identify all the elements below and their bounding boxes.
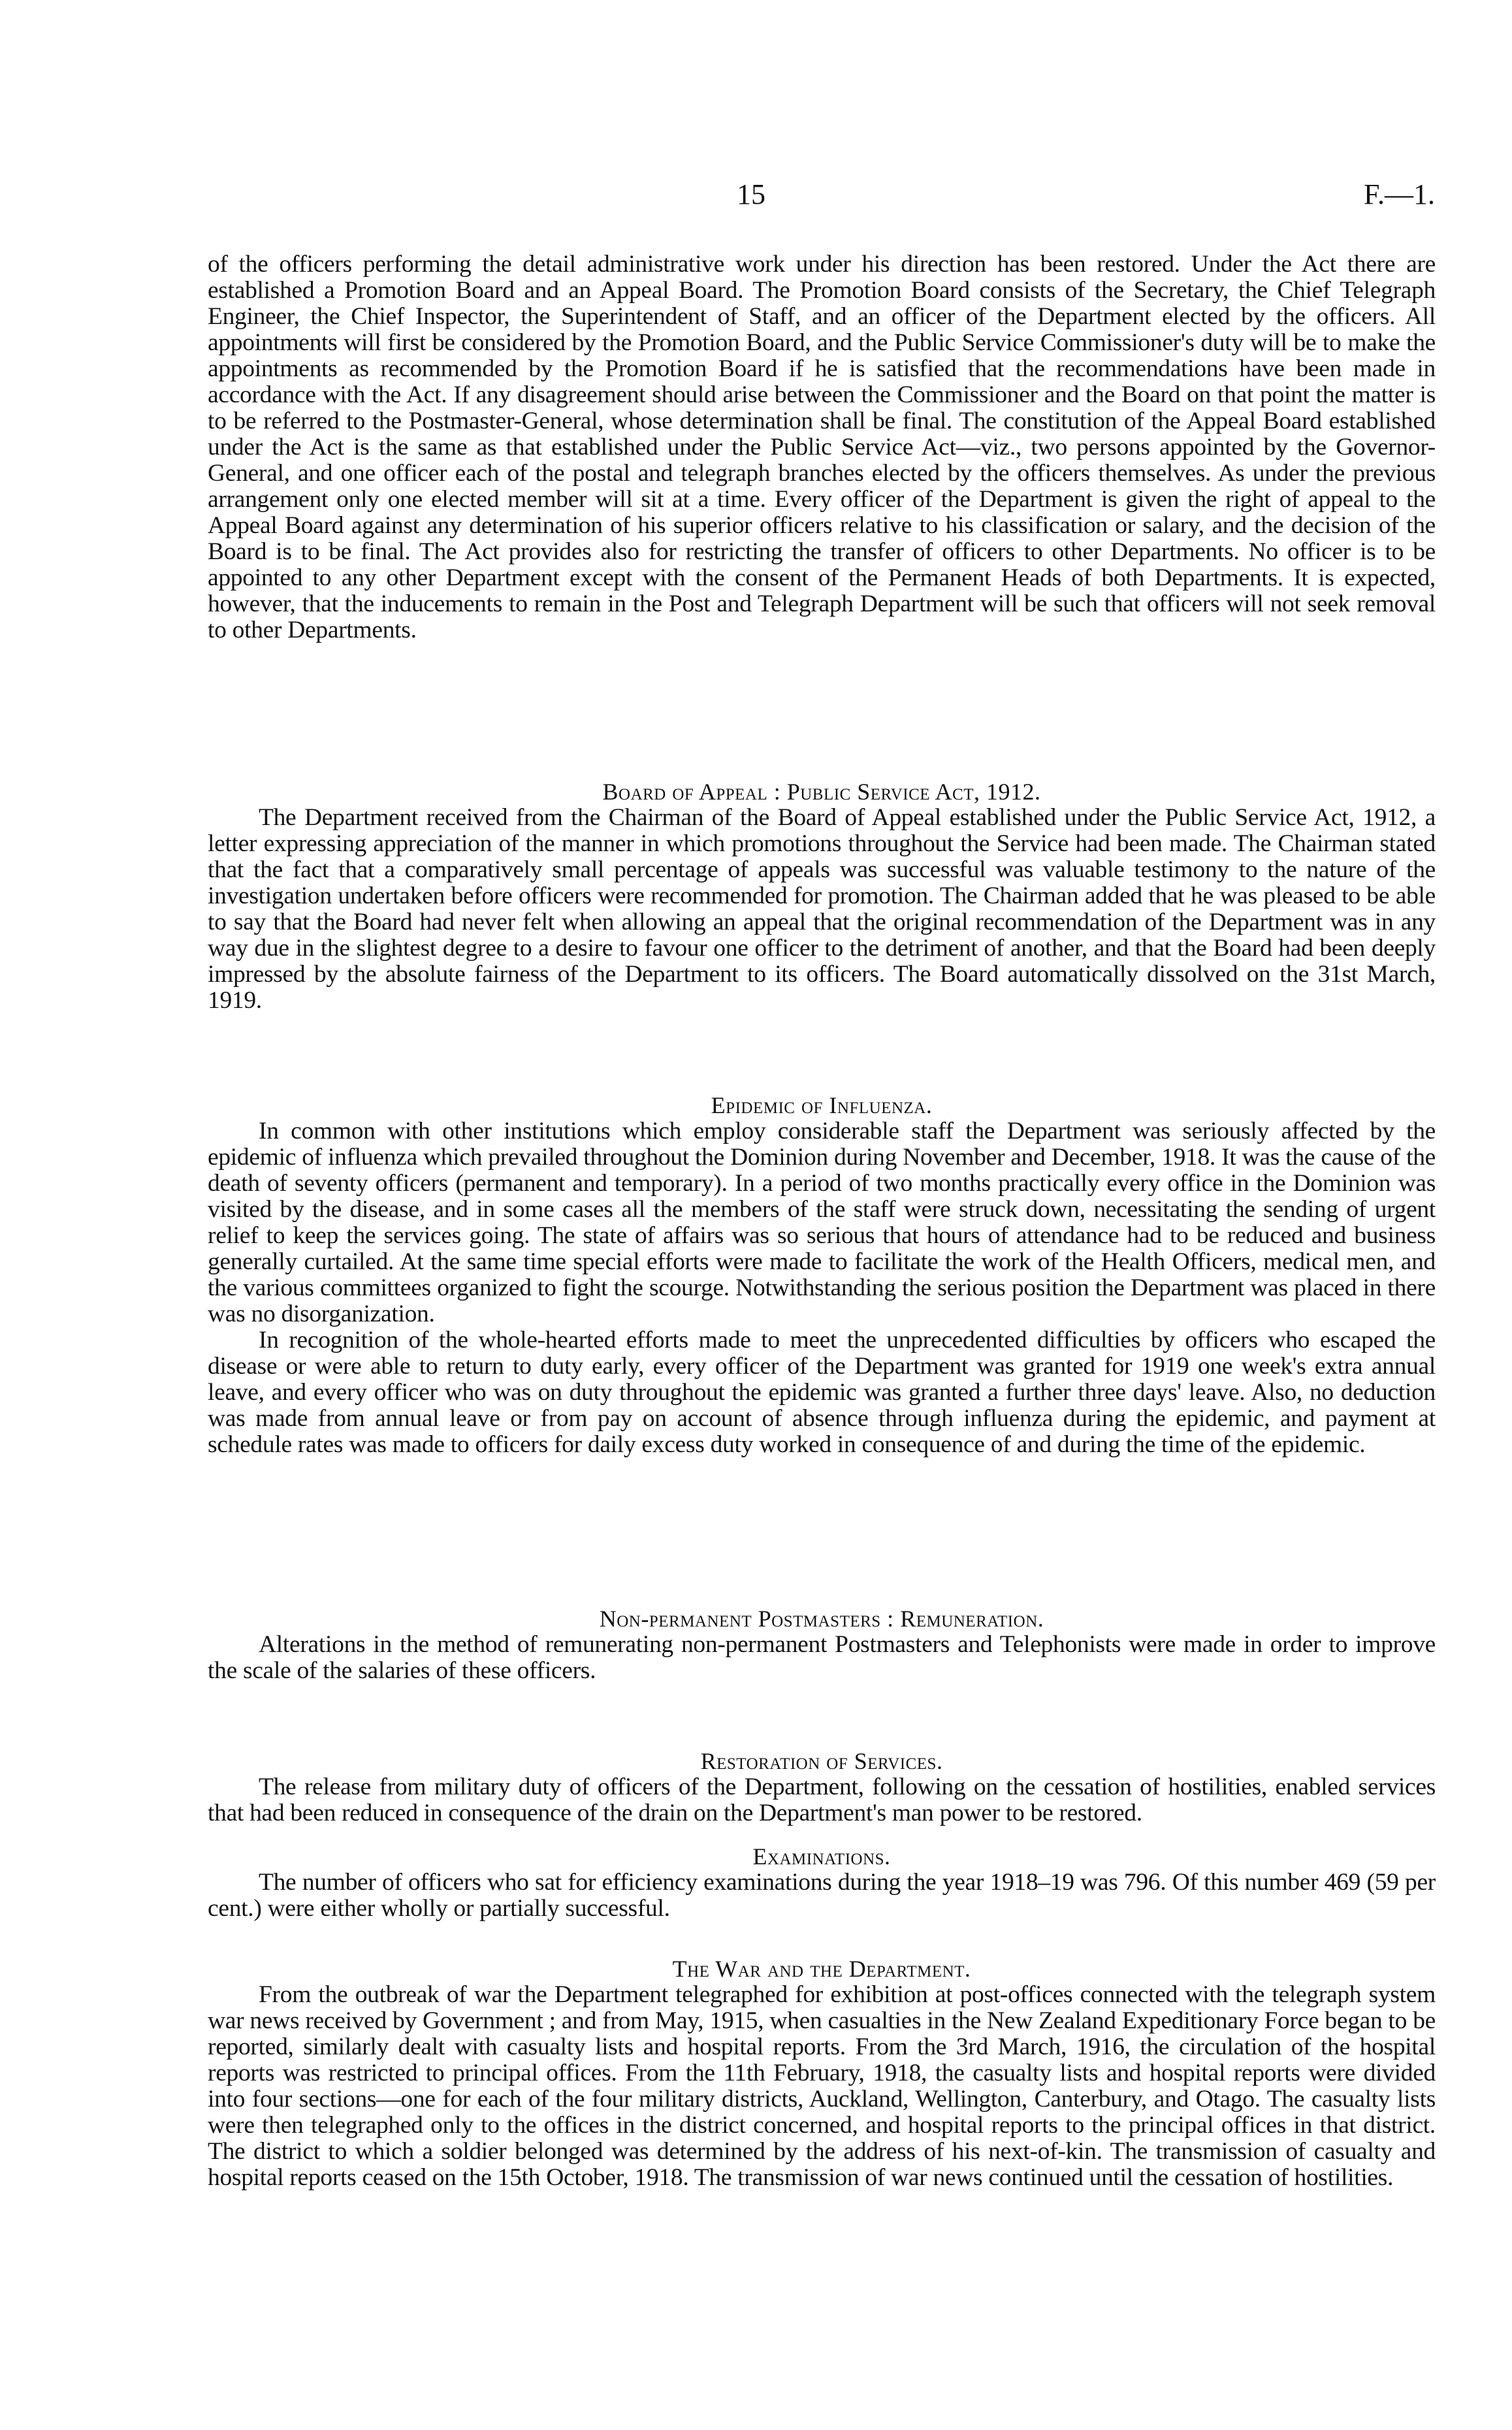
paragraph: Alterations in the method of remunerating non-permanent Postmasters and Telephonists were made in order to improve the scale of the salaries of these officers.	[208, 1631, 1436, 1684]
section-war-and-department	[208, 1956, 1436, 2191]
document-reference: F.—1.	[1364, 178, 1435, 210]
page-number: 15	[737, 178, 765, 210]
paragraph: of the officers performing the detail administrative work under his direction has been restored. Under the Act there are established a Promotion Board and an Appeal Board. The Promotion Board consists of the Secretary, the Chief Telegraph Engineer, the Chief Inspector, the Superintendent of Staff, and an officer of the Department elected by the officers. All appointments will first be considered by the Promotion Board, and the Public Service Commissioner's duty will be to make the appointments as recommended by the Promotion Board if he is satisfied that the recommendations have been made in accordance with the Act. If any disagreement should arise between the Commissioner and the Board on that point the matter is to be referred to the Postmaster-General, whose determination shall be final. The constitution of the Appeal Board established under the Act is the same as that established under the Public Service Act—viz., two persons appointed by the Governor-General, and one officer each of the postal and telegraph branches elected by the officers themselves. As under the previous arrangement only one elected member will sit at a time. Every officer of the Department is given the right of appeal to the Appeal Board against any determination of his superior officers relative to his classification or salary, and the decision of the Board is to be final. The Act provides also for restricting the transfer of officers to other Departments. No officer is to be appointed to any other Department except with the consent of the Permanent Heads of both Departments. It is expected, however, that the inducements to remain in the Post and Telegraph Department will be such that officers will not seek removal to other Departments.	[208, 251, 1436, 643]
section-non-permanent-postmasters	[208, 1606, 1436, 1684]
paragraph: The release from military duty of officers of the Department, following on the cessation of hostilities, enabled services that had been reduced in consequence of the drain on the Department's man power to be restored.	[208, 1774, 1436, 1826]
section-heading: Examinations.	[752, 1843, 891, 1870]
section-board-of-appeal	[208, 779, 1436, 1014]
paragraph: In common with other institutions which employ considerable staff the Department was seriously affected by the epidemic of influenza which prevailed throughout the Dominion during November and December, 1918. It was the cause of the death of seventy officers (permanent and temporary). In a period of two months practically every office in the Dominion was visited by the disease, and in some cases all the members of the staff were struck down, necessitating the sending of urgent relief to keep the services going. The state of affairs was so serious that hours of attendance had to be reduced and business generally curtailed. At the same time special efforts were made to facilitate the work of the Health Officers, medical men, and the various committees organized to fight the scourge. Notwithstanding the serious position the Department was placed in there was no disorganization.	[208, 1118, 1436, 1327]
section-promotion-board	[208, 251, 1436, 643]
section-heading: Board of Appeal : Public Service Act, 1912.	[602, 779, 1041, 805]
section-restoration-of-services	[208, 1748, 1436, 1826]
paragraph: In recognition of the whole-hearted efforts made to meet the unprecedented difficulties by officers who escaped the disease or were able to return to duty early, every officer of the Department was granted for 1919 one week's extra annual leave, and every officer who was on duty throughout the epidemic was granted a further three days' leave. Also, no deduction was made from annual leave or from pay on account of absence through influenza during the epidemic, and payment at schedule rates was made to officers for daily excess duty worked in consequence of and during the time of the epidemic.	[208, 1327, 1436, 1458]
paragraph: From the outbreak of war the Department telegraphed for exhibition at post-offices connected with the telegraph system war news received by Government ; and from May, 1915, when casualties in the New Zealand Expeditionary Force began to be reported, similarly dealt with casualty lists and hospital reports. From the 3rd March, 1916, the circulation of the hospital reports was restricted to principal offices. From the 11th February, 1918, the casualty lists and hospital reports were divided into four sections—one for each of the four military districts, Auckland, Wellington, Canterbury, and Otago. The casualty lists were then telegraphed only to the offices in the district concerned, and hospital reports to the principal offices in that district. The district to which a soldier belonged was determined by the address of his next-of-kin. The transmission of casualty and hospital reports ceased on the 15th October, 1918. The transmission of war news continued until the cessation of hostilities.	[208, 1981, 1436, 2191]
section-epidemic-of-influenza	[208, 1092, 1436, 1458]
paragraph: The Department received from the Chairman of the Board of Appeal established under the Public Service Act, 1912, a letter expressing appreciation of the manner in which promotions throughout the Service had been made. The Chairman stated that the fact that a comparatively small percentage of appeals was successful was valuable testimony to the nature of the investigation undertaken before officers were recommended for promotion. The Chairman added that he was pleased to be able to say that the Board had never felt when allowing an appeal that the original recommendation of the Department was in any way due in the slightest degree to a desire to favour one officer to the detriment of another, and that the Board had been deeply impressed by the absolute fairness of the Department to its officers. The Board automatically dissolved on the 31st March, 1919.	[208, 804, 1436, 1014]
section-heading: Non-permanent Postmasters : Remuneration.	[599, 1606, 1044, 1632]
section-examinations	[208, 1843, 1436, 1922]
section-heading: Restoration of Services.	[700, 1748, 943, 1774]
paragraph: The number of officers who sat for efficiency examinations during the year 1918–19 was 796. Of this number 469 (59 per cent.) were either wholly or partially successful.	[208, 1869, 1436, 1922]
section-heading: Epidemic of Influenza.	[711, 1092, 933, 1118]
section-heading: The War and the Department.	[672, 1956, 971, 1982]
